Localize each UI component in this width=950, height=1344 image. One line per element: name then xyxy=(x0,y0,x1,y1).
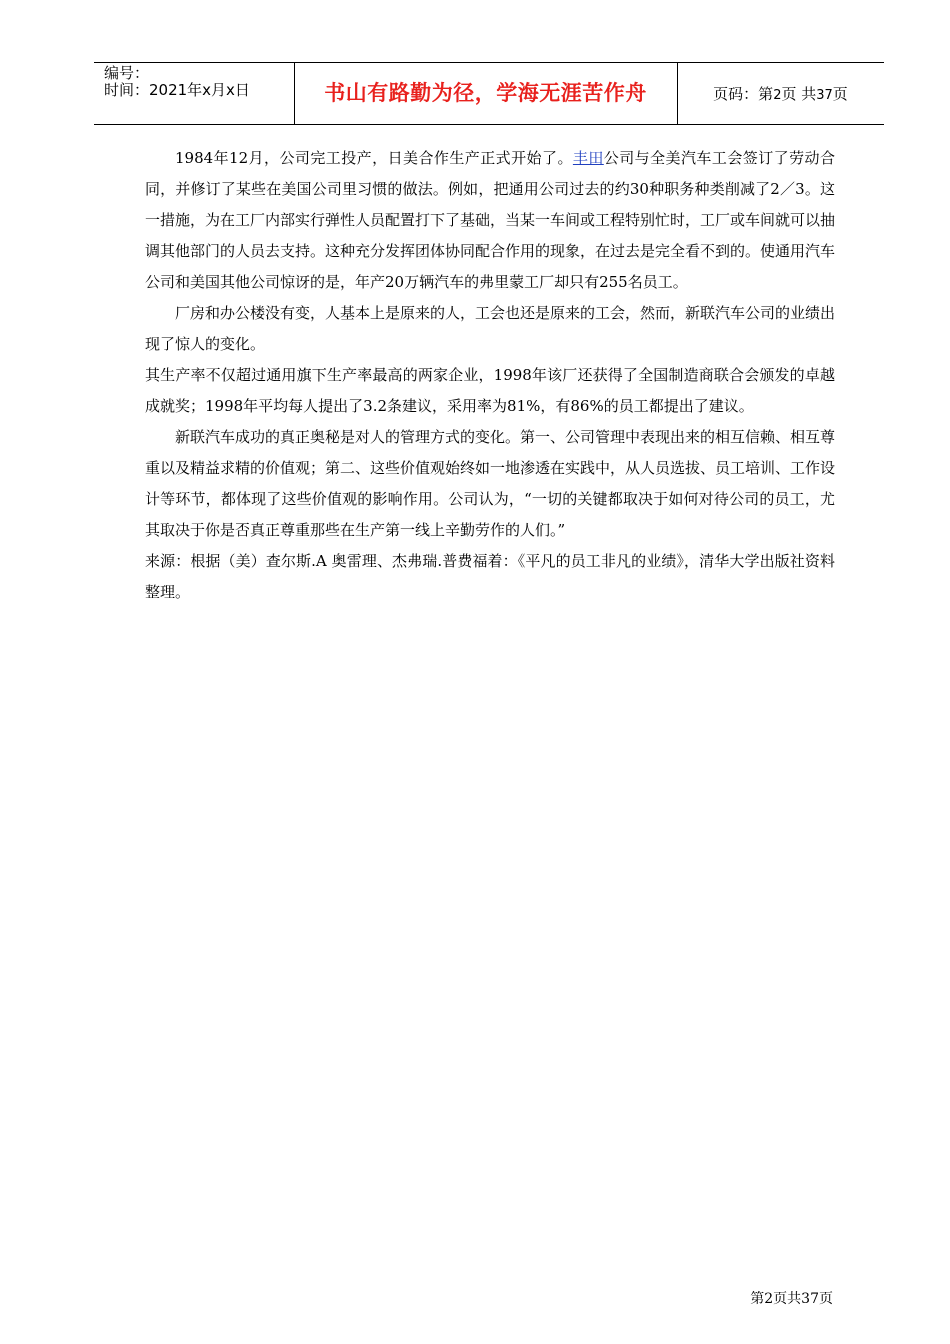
page-prefix: 页码：第 xyxy=(713,85,774,103)
paragraph-1 xyxy=(145,143,835,298)
paragraph-1-text-a: 1984年12月，公司完工投产，日美合作生产正式开始了。 xyxy=(175,149,573,167)
document-body xyxy=(145,143,835,608)
paragraph-3: 其生产率不仅超过通用旗下生产率最高的两家企业，1998年该厂还获得了全国制造商联合会颁发的卓越成就奖；1998年平均每人提出了3.2条建议，采用率为81%，有86%的员工都提出了建议。 xyxy=(145,366,835,415)
header-page-cell xyxy=(677,63,884,124)
document-number-label: 编号： xyxy=(104,64,150,82)
header-motto-cell xyxy=(294,63,678,124)
paragraph-4: 新联汽车成功的真正奥秘是对人的管理方式的变化。第一、公司管理中表现出来的相互信赖、相互尊重以及精益求精的价值观；第二、这些价值观始终如一地渗透在实践中，从人员选拔、员工培训、工作设计等环节，都体现了这些价值观的影响作用。公司认为，“一切的关键都取决于如何对待公司的员工，尤其取决于你是否真正尊重那些在生产第一线上辛勤劳作的人们。” xyxy=(145,428,836,539)
paragraph-1-text-b: 公司与全美汽车工会签订了劳动合同，并修订了某些在美国公司里习惯的做法。例如，把通用公司过去的约30种职务种类削减了2／3。这一措施，为在工厂内部实行弹性人员配置打下了基础，当某一车间或工程特别忙时，工厂或车间就可以抽调其他部门的人员去支持。这种充分发挥团体协同配合作用的现象，在过去是完全看不到的。使通用汽车公司和美国其他公司惊讶的是，年产20万辆汽车的弗里蒙工厂却只有255名员工。 xyxy=(145,149,836,291)
document-time-label: 时间：2021年x月x日 xyxy=(104,81,250,99)
source-note: 来源：根据（美）查尔斯.A 奥雷理、杰弗瑞.普费福着：《平凡的员工非凡的业绩》，清华大学出版社资料整理。 xyxy=(145,552,835,601)
toyota-link[interactable]: 丰田 xyxy=(572,149,604,167)
page-footer: 第2页共37页 xyxy=(750,1291,833,1307)
motto-text: 书山有路勤为径，学海无涯苦作舟 xyxy=(324,81,647,105)
page-total: 37 xyxy=(816,88,833,103)
page-current: 2 xyxy=(773,88,782,103)
header-page-number xyxy=(677,84,884,106)
page-suffix: 页 xyxy=(832,85,848,103)
header-meta-cell xyxy=(94,63,295,124)
page-header xyxy=(94,62,884,125)
paragraph-2: 厂房和办公楼没有变，人基本上是原来的人，工会也还是原来的工会，然而，新联汽车公司的业绩出现了惊人的变化。 xyxy=(145,304,836,353)
page-middle: 页 共 xyxy=(781,85,817,103)
